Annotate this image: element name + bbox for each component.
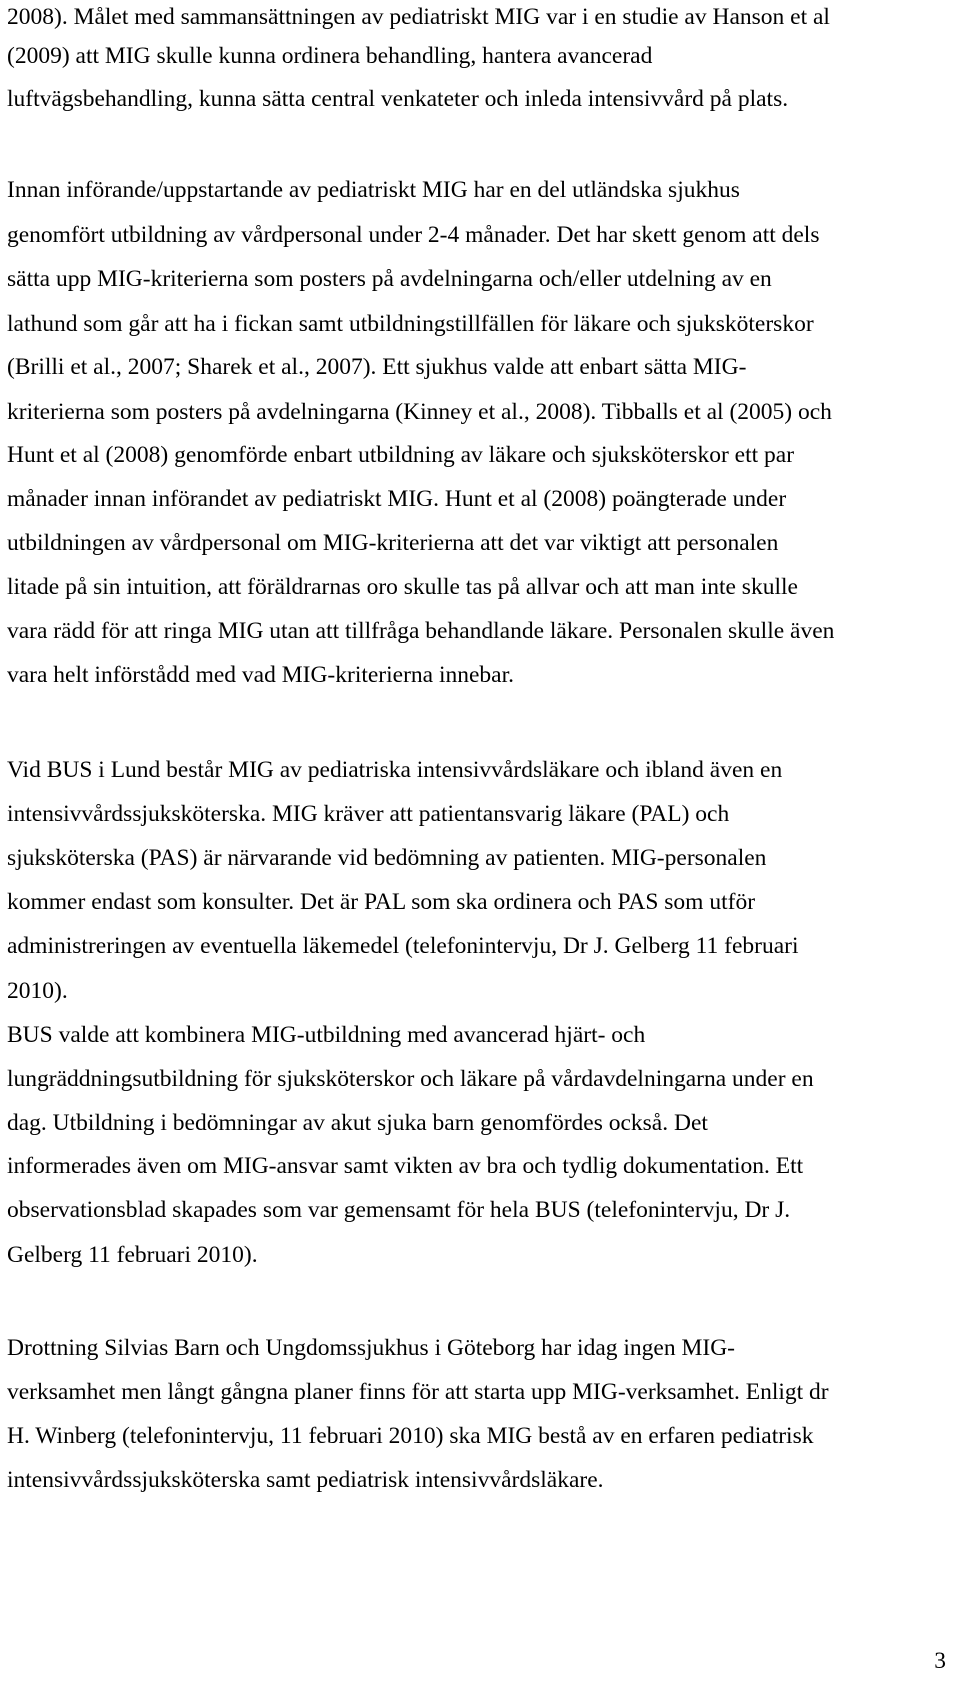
text-line: Hunt et al (2008) genomförde enbart utbildning av läkare och sjuksköterskor ett par (7, 442, 795, 468)
text-line: (Brilli et al., 2007; Sharek et al., 2007). Ett sjukhus valde att enbart sätta MIG- (7, 354, 747, 380)
text-line: 2008). Målet med sammansättningen av pediatriskt MIG var i en studie av Hanson et al (7, 4, 830, 30)
text-line: genomfört utbildning av vårdpersonal under 2-4 månader. Det har skett genom att dels (7, 222, 820, 248)
text-line: intensivvårdssjuksköterska samt pediatrisk intensivvårdsläkare. (7, 1467, 604, 1493)
text-line: utbildningen av vårdpersonal om MIG-kriterierna att det var viktigt att personalen (7, 530, 779, 556)
text-line: månader innan införandet av pediatriskt MIG. Hunt et al (2008) poängterade under (7, 486, 787, 512)
text-line: informerades även om MIG-ansvar samt vikten av bra och tydlig dokumentation. Ett (7, 1153, 804, 1179)
text-line: verksamhet men långt gångna planer finns för att starta upp MIG-verksamhet. Enligt dr (7, 1379, 829, 1405)
text-line: BUS valde att kombinera MIG-utbildning med avancerad hjärt- och (7, 1022, 646, 1048)
text-line: litade på sin intuition, att föräldrarnas oro skulle tas på allvar och att man inte skulle (7, 574, 798, 600)
text-line: vara rädd för att ringa MIG utan att tillfråga behandlande läkare. Personalen skulle även (7, 618, 835, 644)
text-line: Gelberg 11 februari 2010). (7, 1242, 258, 1268)
text-line: dag. Utbildning i bedömningar av akut sjuka barn genomfördes också. Det (7, 1110, 708, 1136)
text-line: kriterierna som posters på avdelningarna (Kinney et al., 2008). Tibballs et al (2005) och (7, 399, 832, 425)
text-line: lungräddningsutbildning för sjuksköterskor och läkare på vårdavdelningarna under en (7, 1066, 814, 1092)
text-line: 2010). (7, 978, 68, 1004)
text-line: sätta upp MIG-kriterierna som posters på avdelningarna och/eller utdelning av en (7, 266, 772, 292)
text-line: sjuksköterska (PAS) är närvarande vid bedömning av patienten. MIG-personalen (7, 845, 767, 871)
text-line: Drottning Silvias Barn och Ungdomssjukhus i Göteborg har idag ingen MIG- (7, 1335, 735, 1361)
text-line: kommer endast som konsulter. Det är PAL som ska ordinera och PAS som utför (7, 889, 756, 915)
page-number: 3 (934, 1648, 946, 1674)
text-line: vara helt införstådd med vad MIG-kriterierna innebar. (7, 662, 515, 688)
text-line: H. Winberg (telefonintervju, 11 februari 2010) ska MIG bestå av en erfaren pediatrisk (7, 1423, 814, 1449)
text-line: observationsblad skapades som var gemensamt för hela BUS (telefonintervju, Dr J. (7, 1197, 791, 1223)
text-line: intensivvårdssjuksköterska. MIG kräver att patientansvarig läkare (PAL) och (7, 801, 730, 827)
text-line: Vid BUS i Lund består MIG av pediatriska intensivvårdsläkare och ibland även en (7, 757, 783, 783)
text-line: lathund som går att ha i fickan samt utbildningstillfällen för läkare och sjuksköterskor (7, 311, 814, 337)
text-line: Innan införande/uppstartande av pediatriskt MIG har en del utländska sjukhus (7, 177, 740, 203)
text-line: luftvägsbehandling, kunna sätta central venkateter och inleda intensivvård på plats. (7, 86, 789, 112)
text-line: administreringen av eventuella läkemedel (telefonintervju, Dr J. Gelberg 11 februari (7, 933, 799, 959)
text-line: (2009) att MIG skulle kunna ordinera behandling, hantera avancerad (7, 43, 653, 69)
